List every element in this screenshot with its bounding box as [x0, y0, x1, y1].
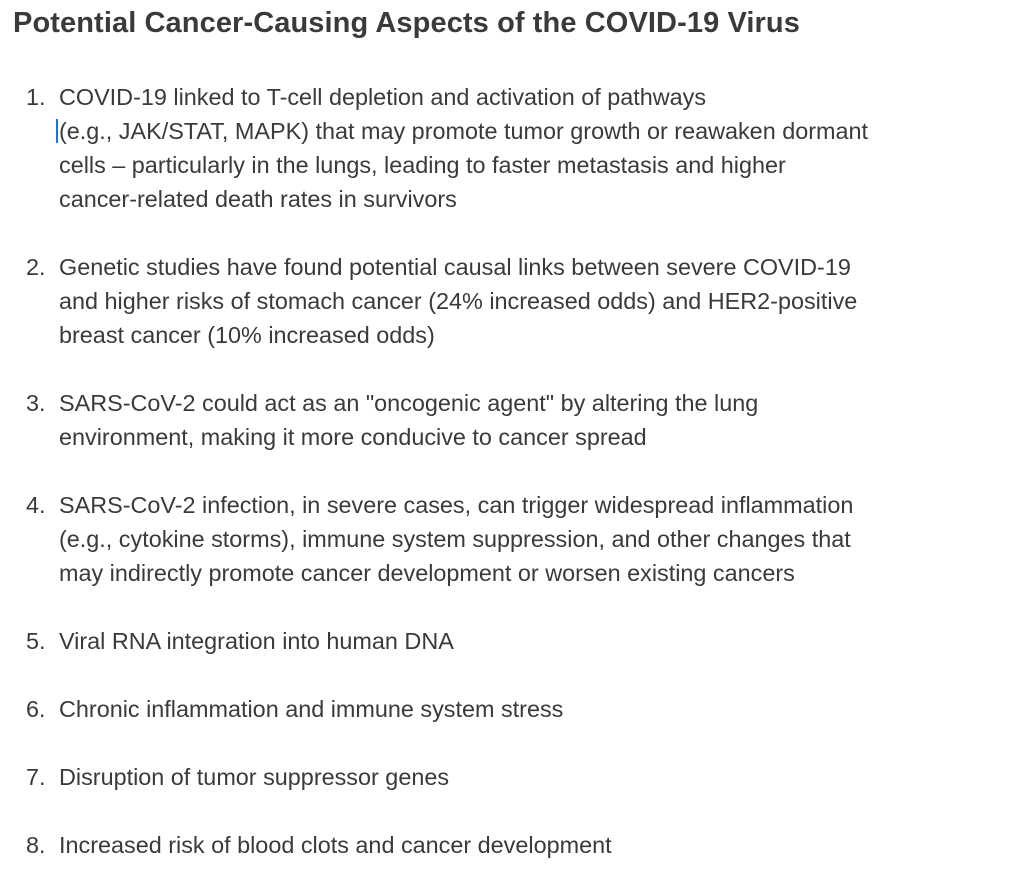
numbered-list [0, 80, 1028, 896]
list-item[interactable] [0, 760, 1028, 794]
list-item-number: 5. [26, 628, 46, 654]
text-line: cancer-related death rates in survivors [59, 186, 457, 212]
text-line: may indirectly promote cancer development or worsen existing cancers [59, 560, 795, 586]
list-item[interactable] [0, 692, 1028, 726]
text-line: Disruption of tumor suppressor genes [59, 764, 450, 790]
document-title[interactable]: Potential Cancer-Causing Aspects of the COVID-19 Virus [13, 7, 800, 39]
text-line: (e.g., JAK/STAT, MAPK) that may promote tumor growth or reawaken dormant [59, 118, 869, 144]
list-item-text[interactable] [59, 386, 1014, 454]
list-item-number: 2. [26, 254, 46, 280]
list-item-number: 1. [26, 84, 46, 110]
text-line: Genetic studies have found potential causal links between severe COVID-19 [59, 254, 851, 280]
text-line: environment, making it more conducive to cancer spread [59, 424, 647, 450]
list-item-number: 8. [26, 832, 46, 858]
text-line: COVID-19 linked to T-cell depletion and activation of pathways [59, 84, 707, 110]
list-item[interactable] [0, 488, 1028, 590]
list-item-text[interactable] [59, 624, 1014, 658]
list-item-text[interactable] [59, 760, 1014, 794]
list-item-text[interactable] [59, 80, 1014, 216]
text-line: Increased risk of blood clots and cancer development [59, 832, 612, 858]
text-line: Viral RNA integration into human DNA [59, 628, 454, 654]
list-item-number: 6. [26, 696, 46, 722]
text-line: cells – particularly in the lungs, leading to faster metastasis and higher [59, 152, 786, 178]
text-line: Chronic inflammation and immune system stress [59, 696, 564, 722]
text-line: SARS-CoV-2 infection, in severe cases, can trigger widespread inflammation [59, 492, 854, 518]
text-line: breast cancer (10% increased odds) [59, 322, 435, 348]
list-item[interactable] [0, 250, 1028, 352]
list-item-number: 3. [26, 390, 46, 416]
text-line: and higher risks of stomach cancer (24% increased odds) and HER2-positive [59, 288, 858, 314]
list-item[interactable] [0, 80, 1028, 216]
text-line: SARS-CoV-2 could act as an "oncogenic agent" by altering the lung [59, 390, 759, 416]
text-line-with-caret [59, 114, 1014, 148]
list-item[interactable] [0, 828, 1028, 862]
text-cursor [56, 119, 58, 143]
list-item-number: 4. [26, 492, 46, 518]
list-item[interactable] [0, 386, 1028, 454]
list-item-text[interactable] [59, 250, 1014, 352]
list-item-text[interactable] [59, 828, 1014, 862]
list-item-text[interactable] [59, 692, 1014, 726]
list-item[interactable] [0, 624, 1028, 658]
text-line: (e.g., cytokine storms), immune system suppression, and other changes that [59, 526, 851, 552]
list-item-number: 7. [26, 764, 46, 790]
list-item-text[interactable] [59, 488, 1014, 590]
